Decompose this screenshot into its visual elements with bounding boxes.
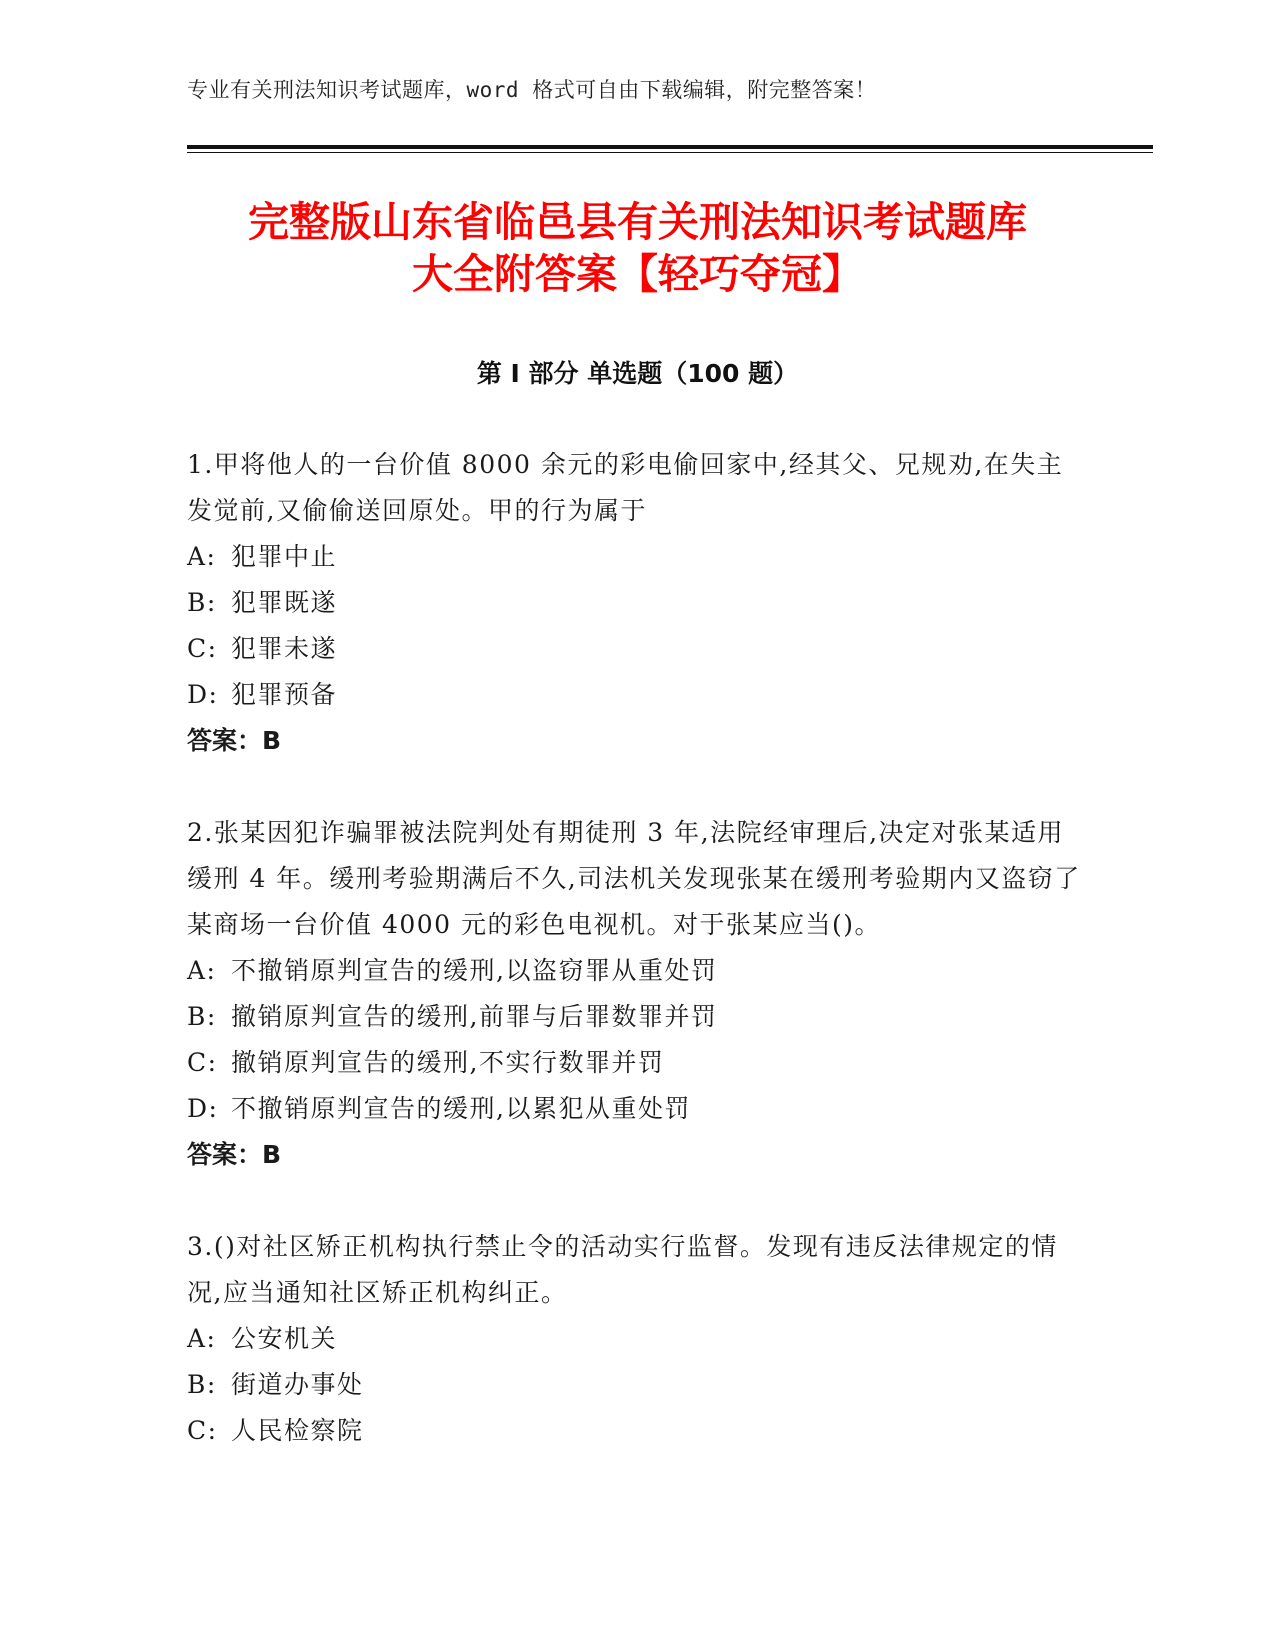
title-line-1: 完整版山东省临邑县有关刑法知识考试题库 bbox=[248, 198, 1027, 246]
option-letter: A: bbox=[187, 1324, 217, 1353]
option-text: 犯罪中止 bbox=[231, 542, 338, 571]
option-letter: C: bbox=[187, 1416, 218, 1445]
option-letter: B: bbox=[187, 1370, 217, 1399]
option-text: 街道办事处 bbox=[231, 1370, 364, 1399]
question-2 bbox=[187, 810, 1087, 1178]
option-d bbox=[187, 672, 1087, 718]
answer-line: 答案：B bbox=[187, 1140, 282, 1169]
option-letter: D: bbox=[187, 680, 219, 709]
option-c bbox=[187, 626, 1087, 672]
title-line-2: 大全附答案【轻巧夺冠】 bbox=[412, 250, 863, 298]
header-note: 专业有关刑法知识考试题库，word 格式可自由下载编辑，附完整答案！ bbox=[187, 78, 877, 102]
option-letter: C: bbox=[187, 634, 218, 663]
option-b bbox=[187, 580, 1087, 626]
option-b bbox=[187, 1362, 1087, 1408]
option-text: 犯罪预备 bbox=[231, 680, 338, 709]
option-text: 犯罪既遂 bbox=[231, 588, 338, 617]
option-a bbox=[187, 1316, 1087, 1362]
question-stem: 1.甲将他人的一台价值 8000 余元的彩电偷回家中,经其父、兄规劝,在失主发觉前,又偷偷送回原处。甲的行为属于 bbox=[187, 450, 1064, 525]
option-text: 撤销原判宣告的缓刑,不实行数罪并罚 bbox=[231, 1048, 665, 1077]
option-a bbox=[187, 534, 1087, 580]
option-text: 犯罪未遂 bbox=[231, 634, 338, 663]
option-letter: D: bbox=[187, 1094, 219, 1123]
option-letter: C: bbox=[187, 1048, 218, 1077]
option-letter: B: bbox=[187, 1002, 217, 1031]
question-3 bbox=[187, 1224, 1087, 1454]
option-letter: B: bbox=[187, 588, 217, 617]
section-heading: 第 I 部分 单选题（100 题） bbox=[476, 359, 799, 388]
option-text: 撤销原判宣告的缓刑,前罪与后罪数罪并罚 bbox=[231, 1002, 718, 1031]
document-title bbox=[150, 196, 1125, 300]
option-letter: A: bbox=[187, 542, 217, 571]
option-text: 不撤销原判宣告的缓刑,以累犯从重处罚 bbox=[231, 1094, 691, 1123]
option-b bbox=[187, 994, 1087, 1040]
question-stem: 2.张某因犯诈骗罪被法院判处有期徒刑 3 年,法院经审理后,决定对张某适用缓刑 4 年。缓刑考验期满后不久,司法机关发现张某在缓刑考验期内又盗窃了某商场一台价值 4000 元的彩色电视机。对于张某应当()。 bbox=[187, 818, 1081, 939]
option-d bbox=[187, 1086, 1087, 1132]
option-letter: A: bbox=[187, 956, 217, 985]
question-1 bbox=[187, 442, 1087, 764]
option-c bbox=[187, 1408, 1087, 1454]
option-text: 公安机关 bbox=[231, 1324, 338, 1353]
option-text: 不撤销原判宣告的缓刑,以盗窃罪从重处罚 bbox=[231, 956, 718, 985]
answer-line: 答案：B bbox=[187, 726, 282, 755]
header-rule-thick bbox=[187, 145, 1153, 149]
option-c bbox=[187, 1040, 1087, 1086]
option-text: 人民检察院 bbox=[231, 1416, 364, 1445]
question-list bbox=[187, 442, 1087, 1500]
question-stem: 3.()对社区矫正机构执行禁止令的活动实行监督。发现有违反法律规定的情况,应当通知社区矫正机构纠正。 bbox=[187, 1232, 1058, 1307]
option-a bbox=[187, 948, 1087, 994]
header-rule-thin bbox=[187, 152, 1153, 153]
